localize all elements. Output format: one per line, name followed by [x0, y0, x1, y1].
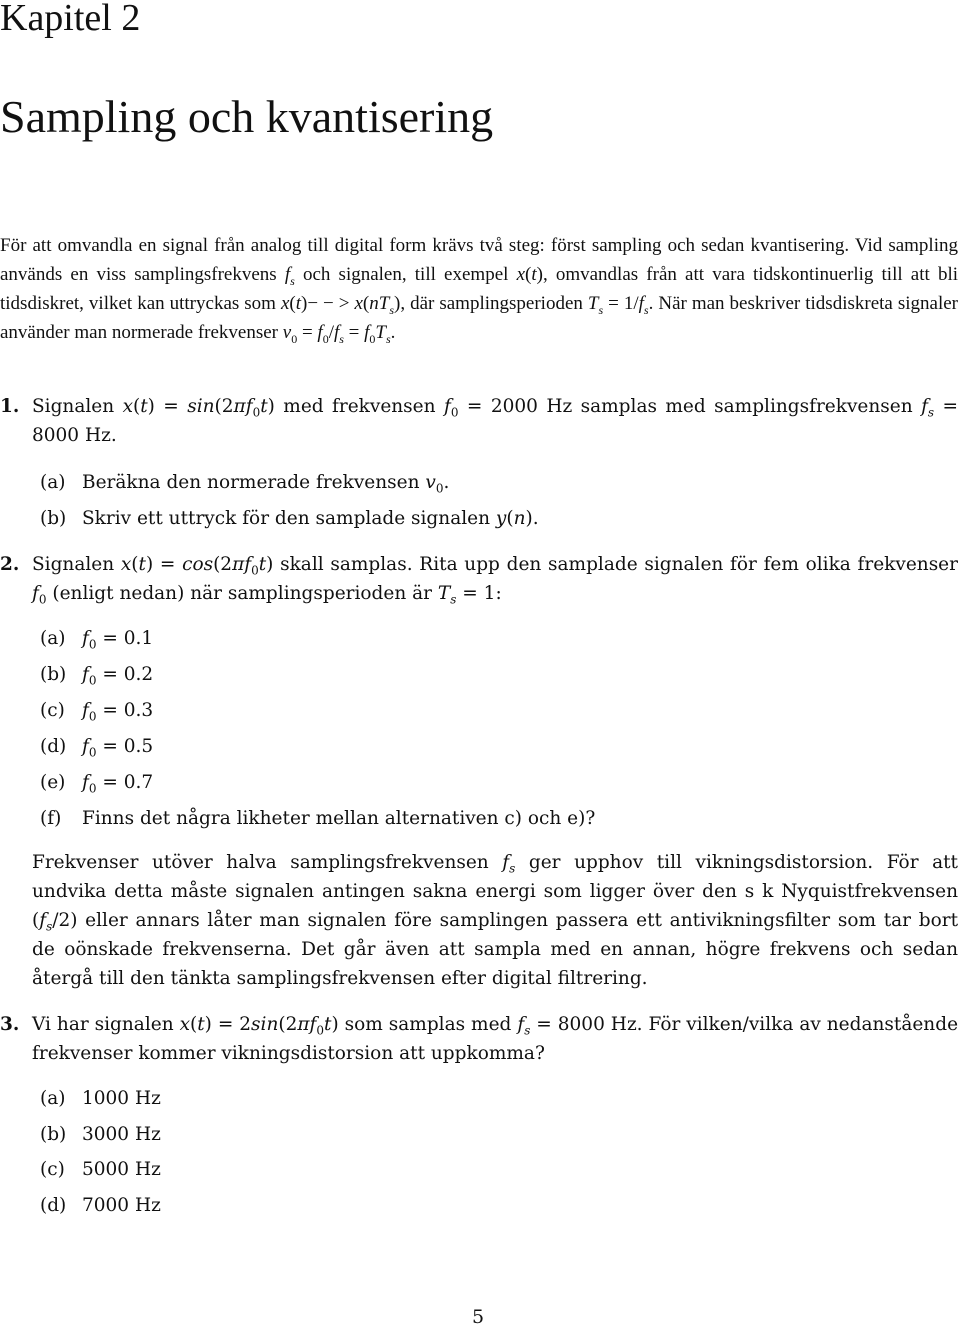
item-text: Beräkna den normerade frekvensen: [82, 472, 426, 493]
item-value: 0.2: [123, 664, 154, 685]
item-text: 3000 Hz: [82, 1124, 161, 1145]
exercise-number: 1.: [0, 396, 20, 417]
item-text: Skriv ett uttryck för den samplade signalen: [82, 508, 496, 529]
aliasing-text-2: ger upphov till vikningsdistorsion. För att undvika detta måste signalen antingen sakna energi som ligger över den s k Nyquistfrekvensen (: [32, 852, 958, 931]
intro-text-5: . När man beskriver tidsdiskreta signaler använder man normerade frekvenser: [0, 293, 958, 343]
exercise-2: [0, 550, 958, 608]
exercise-number: 2.: [0, 554, 20, 575]
item-label: (d): [40, 1195, 67, 1216]
exercise-number: 3.: [0, 1014, 20, 1035]
item-label: (f): [40, 808, 62, 829]
ex1-text-4: Hz.: [79, 425, 117, 446]
item-label: (a): [40, 472, 66, 493]
item-text: 1000 Hz: [82, 1088, 161, 1109]
item-label: (b): [40, 508, 67, 529]
ex1-fs-value: 8000: [32, 425, 80, 446]
exercise-3d: [40, 1191, 161, 1220]
item-value: 0.7: [123, 772, 154, 793]
item-label: (c): [40, 700, 65, 721]
item-label: (c): [40, 1159, 65, 1180]
exercise-3b: [40, 1120, 161, 1149]
ex2-text-1: Signalen: [32, 554, 121, 575]
exercise-2a: (a) $f_0 = 0.1$: [40, 624, 153, 653]
ex3-fs-value: 8000: [557, 1014, 605, 1035]
exercise-1a: (a) Beräkna den normerade frekvensen $v_0$.: [40, 468, 449, 497]
exercise-3-text: Vi har signalen $x(t) = 2\sin(2\pi f_0t)$ som samplas med $f_s = 8000$ Hz. För vilken/vilka av nedanstående frekvenser kommer vikningsdistorsion att uppkomma?: [32, 1014, 959, 1064]
exercise-2d: (d) $f_0 = 0.5$: [40, 732, 153, 761]
item-label: (a): [40, 628, 66, 649]
item-label: (a): [40, 1088, 66, 1109]
intro-text-1: För att omvandla en signal från analog till digital form krävs två steg: först sampling och sedan kvantisering. Vid sampling används en viss samplingsfrekvens: [0, 235, 958, 285]
ex3-text-1: Vi har signalen: [32, 1014, 180, 1035]
item-text: 5000 Hz: [82, 1159, 161, 1180]
exercise-1: [0, 392, 958, 450]
ex1-text-1: Signalen: [32, 396, 123, 417]
item-value: 0.5: [123, 736, 154, 757]
exercise-2c: (c) $f_0 = 0.3$: [40, 696, 153, 725]
intro-text-3: , omvandlas från att vara tidskontinuerlig till att bli tidsdiskret, vilket kan uttryckas som: [0, 264, 958, 314]
page-number: 5: [472, 1306, 485, 1328]
item-text: Finns det några likheter mellan alternativen c) och e)?: [82, 808, 596, 829]
exercise-3a: [40, 1084, 161, 1113]
ex3-text-2: som samplas med: [338, 1014, 518, 1035]
item-value: 0.1: [123, 628, 154, 649]
ex1-text-3: Hz samplas med samplingsfrekvensen: [537, 396, 922, 417]
ex3-text-3: Hz. För vilken/vilka av nedanstående frekvenser kommer vikningsdistorsion att uppkomma?: [32, 1014, 959, 1064]
exercise-3c: [40, 1155, 161, 1184]
exercise-1b: (b) Skriv ett uttryck för den samplade signalen y(n).: [40, 504, 539, 533]
aliasing-paragraph: Frekvenser utöver halva samplingsfrekvensen $f_s$ ger upphov till vikningsdistorsion. För att undvika detta måste signalen antingen sakna energi som ligger över den s k Nyquistfrekvensen $(f_s/2)$ eller annars låter man signalen före samplingen passera ett antivikningsfilter som tar bort de oönskade frekvenserna. Det går även att sampla med en annan, högre frekvens och sedan återgå till den tänkta samplingsfrekvensen efter digital filtrering.: [32, 852, 958, 989]
item-label: (e): [40, 772, 66, 793]
chapter-title: Sampling och kvantisering: [0, 91, 494, 142]
item-text: 7000 Hz: [82, 1195, 161, 1216]
exercise-2-text: Signalen $x(t) = \cos(2\pi f_0t)$ skall samplas. Rita upp den samplade signalen för fem olika frekvenser $f_0$ (enligt nedan) när samplingsperioden är $T_s = 1$:: [32, 554, 958, 607]
ex2-text-3: (enligt nedan) när samplingsperioden är: [46, 583, 438, 604]
chapter-label: Kapitel 2: [0, 0, 141, 39]
item-label: (b): [40, 664, 67, 685]
ex1-text-2: med frekvensen: [274, 396, 444, 417]
exercise-3: [0, 1010, 958, 1068]
item-label: (b): [40, 1124, 67, 1145]
aliasing-text-1: Frekvenser utöver halva samplingsfrekvensen: [32, 852, 503, 873]
aliasing-text-3: /2) eller annars låter man signalen före samplingen passera ett antivikningsfilter som tar bort de oönskade frekvenserna. Det går även att sampla med en annan, högre frekvens och sedan återgå till den tänkta samplingsfrekvensen efter digital filtrering.: [32, 910, 958, 989]
intro-paragraph: För att omvandla en signal från analog till digital form krävs två steg: först sampling och sedan kvantisering. Vid sampling används en viss samplingsfrekvens $f_s$ och signalen, till exempel x(t), omvandlas från att vara tidskontinuerlig till att bli tidsdiskret, vilket kan uttryckas som x(t)− − > $x(nT_s)$, där samplingsperioden $T_s = 1/f_s$. När man beskriver tidsdiskreta signaler använder man normerade frekvenser $v_0 = f_0/f_s = f_0T_s$.: [0, 235, 958, 346]
intro-text-2: och signalen, till exempel: [294, 264, 517, 285]
ex1-f0-value: 2000: [490, 396, 538, 417]
exercise-2e: (e) $f_0 = 0.7$: [40, 768, 153, 797]
intro-text-4: , där samplingsperioden: [400, 293, 588, 314]
exercise-2f: [40, 804, 595, 833]
ex2-text-2: skall samplas. Rita upp den samplade signalen för fem olika frekvenser: [273, 554, 958, 575]
exercise-2b: (b) $f_0 = 0.2$: [40, 660, 153, 689]
exercise-1-text: Signalen $x(t) = \sin(2\pi f_0t)$ med frekvensen $f_0 = 2000$ Hz samplas med samplingsfrekvensen $f_s = 8000$ Hz.: [32, 396, 959, 446]
item-label: (d): [40, 736, 67, 757]
item-value: 0.3: [123, 700, 154, 721]
